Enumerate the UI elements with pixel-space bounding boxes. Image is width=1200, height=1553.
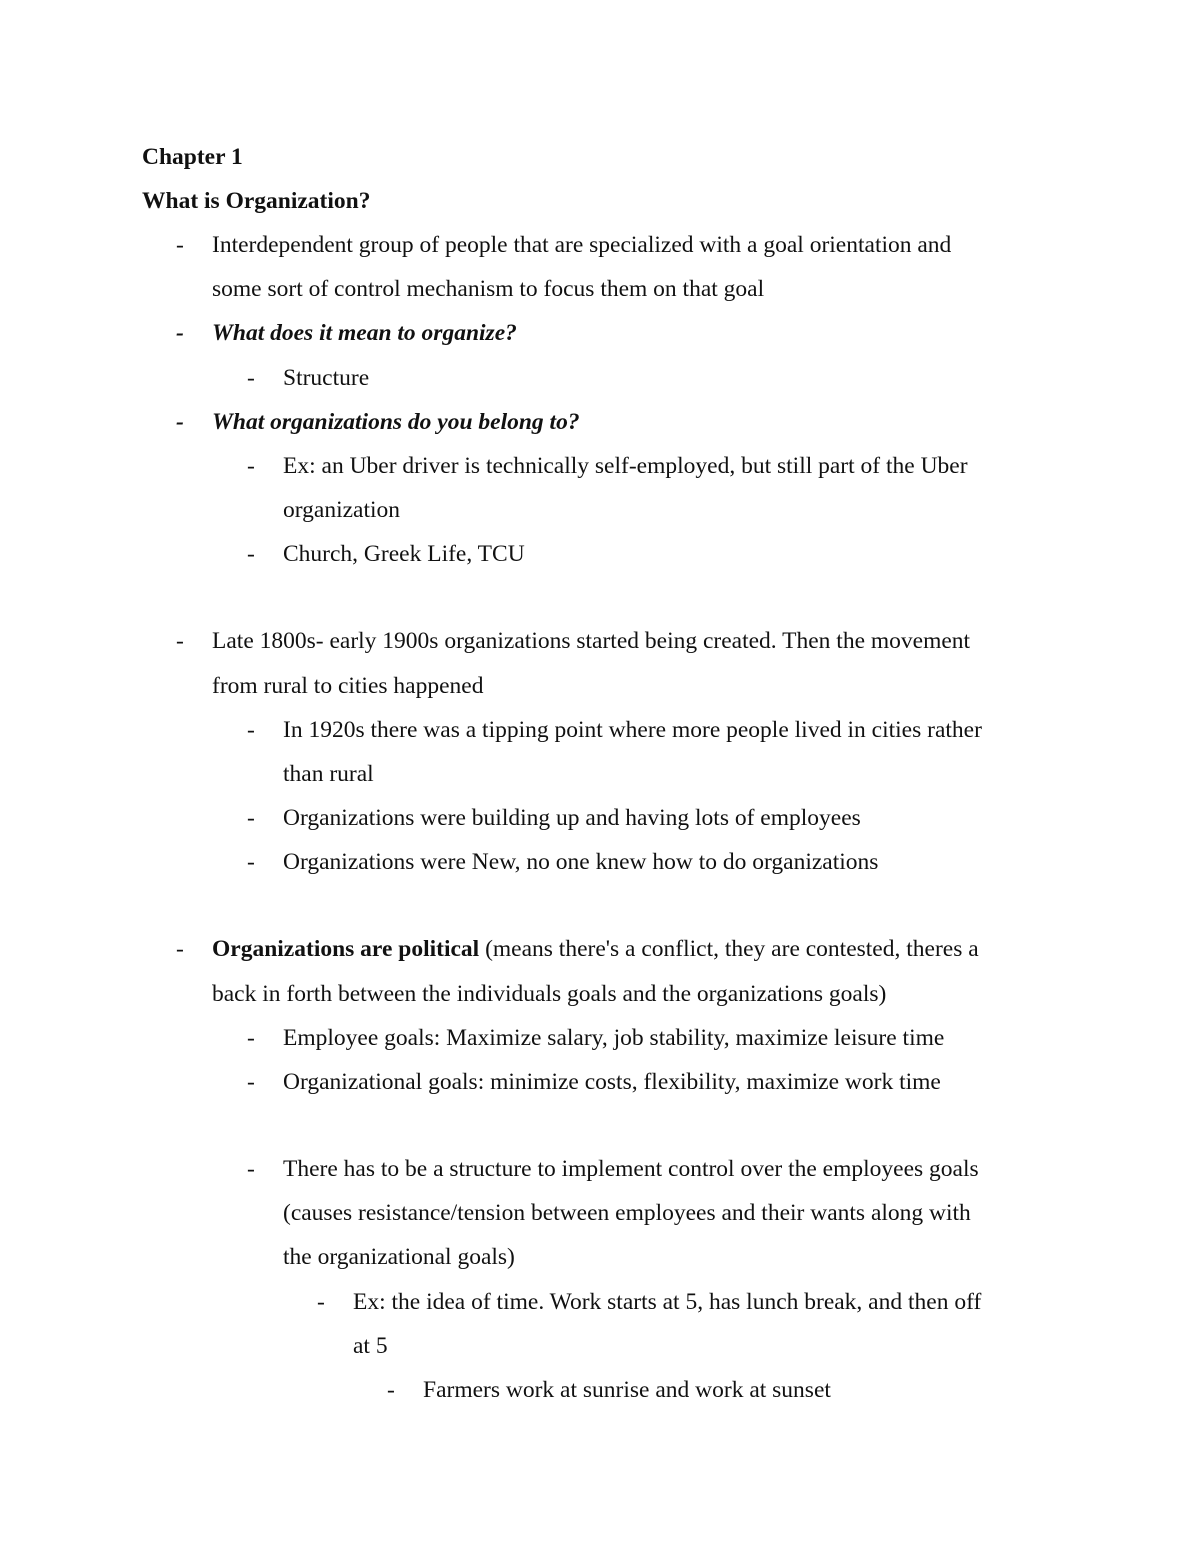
section-title: What is Organization? bbox=[142, 188, 371, 214]
political-line-2: back in forth between the individuals goals and the organizations goals) bbox=[212, 981, 887, 1007]
bullet-dash: - bbox=[247, 1069, 255, 1095]
bullet-dash: - bbox=[247, 717, 255, 743]
bullet-dash: - bbox=[247, 1025, 255, 1051]
bullet-dash: - bbox=[176, 232, 184, 258]
bullet-dash: - bbox=[176, 628, 184, 654]
control-line-1: There has to be a structure to implement control over the employees goals bbox=[283, 1156, 979, 1182]
bullet-dash: - bbox=[247, 1156, 255, 1182]
bullet-dash: - bbox=[247, 365, 255, 391]
time-example-line-2: at 5 bbox=[353, 1333, 388, 1359]
bullet-dash: - bbox=[176, 936, 184, 962]
employee-goals-item: Employee goals: Maximize salary, job stability, maximize leisure time bbox=[283, 1025, 945, 1051]
political-rest: (means there's a conflict, they are contested, theres a bbox=[479, 936, 979, 962]
tipping-line-2: than rural bbox=[283, 761, 374, 787]
control-line-3: the organizational goals) bbox=[283, 1244, 515, 1270]
bullet-dash: - bbox=[176, 320, 184, 346]
history-line-1: Late 1800s- early 1900s organizations started being created. Then the movement bbox=[212, 628, 971, 654]
political-line-1 bbox=[212, 935, 979, 963]
bullet-dash: - bbox=[247, 849, 255, 875]
uber-example-line-2: organization bbox=[283, 497, 401, 523]
new-orgs-item: Organizations were New, no one knew how to do organizations bbox=[283, 849, 879, 875]
time-example-line-1: Ex: the idea of time. Work starts at 5, has lunch break, and then off bbox=[353, 1289, 982, 1315]
question-belong: What organizations do you belong to? bbox=[212, 409, 580, 435]
church-item: Church, Greek Life, TCU bbox=[283, 541, 525, 567]
org-goals-item: Organizational goals: minimize costs, flexibility, maximize work time bbox=[283, 1069, 941, 1095]
question-organize: What does it mean to organize? bbox=[212, 320, 517, 346]
political-bold: Organizations are political bbox=[212, 936, 480, 962]
definition-line-1: Interdependent group of people that are specialized with a goal orientation and bbox=[212, 232, 952, 258]
chapter-heading: Chapter 1 bbox=[142, 144, 243, 170]
bullet-dash: - bbox=[387, 1377, 395, 1403]
tipping-line-1: In 1920s there was a tipping point where more people lived in cities rather bbox=[283, 717, 982, 743]
bullet-dash: - bbox=[247, 453, 255, 479]
control-line-2: (causes resistance/tension between employees and their wants along with bbox=[283, 1200, 971, 1226]
history-line-2: from rural to cities happened bbox=[212, 673, 484, 699]
definition-line-2: some sort of control mechanism to focus them on that goal bbox=[212, 276, 765, 302]
bullet-dash: - bbox=[247, 541, 255, 567]
bullet-dash: - bbox=[247, 805, 255, 831]
farmers-item: Farmers work at sunrise and work at sunset bbox=[423, 1377, 831, 1403]
building-item: Organizations were building up and having lots of employees bbox=[283, 805, 861, 831]
bullet-dash: - bbox=[317, 1289, 325, 1315]
uber-example-line-1: Ex: an Uber driver is technically self-employed, but still part of the Uber bbox=[283, 453, 968, 479]
structure-item: Structure bbox=[283, 365, 370, 391]
bullet-dash: - bbox=[176, 409, 184, 435]
